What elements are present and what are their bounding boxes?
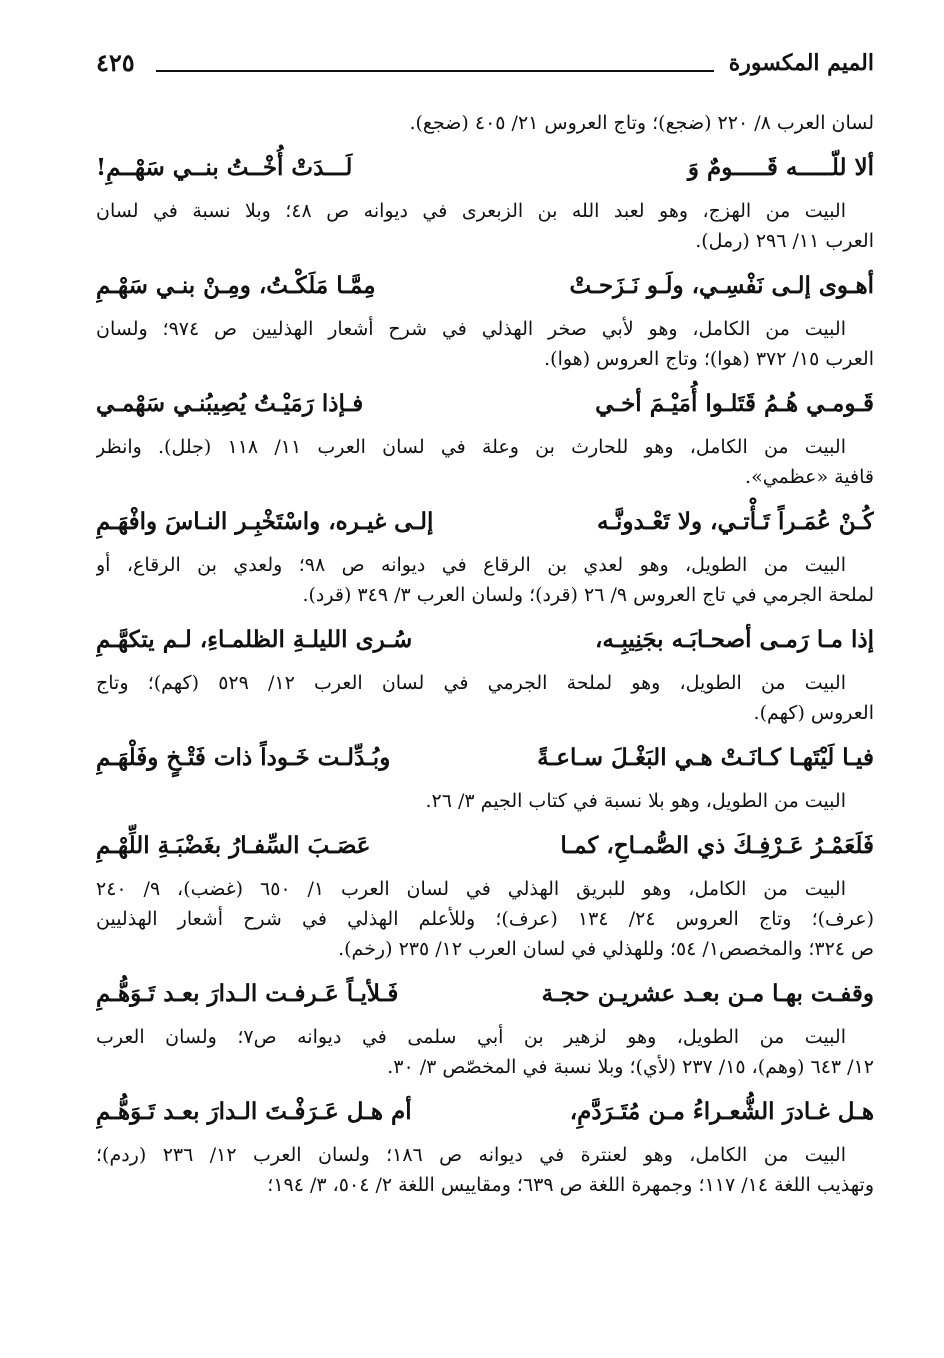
verse-first-hemistich: هـل غـادرَ الشُّعـراءُ مـن مُتَـرَدَّمِ، — [569, 1098, 874, 1125]
note-line: قافية «عظمي». — [745, 466, 874, 488]
citation-note — [96, 874, 874, 964]
poem-verse — [96, 260, 874, 312]
poem-verse — [96, 496, 874, 548]
note-line: ص ٣٢٤؛ والمخصص١/ ٥٤؛ وللهذلي في لسان العرب ١٢/ ٢٣٥ (رخم). — [338, 938, 874, 960]
poem-verse — [96, 142, 874, 194]
citation-note — [96, 786, 874, 816]
note-line: لملحة الجرمي في تاج العروس ٩/ ٢٦ (قرد)؛ ولسان العرب ٣/ ٣٤٩ (قرد). — [302, 584, 874, 606]
page-body — [96, 108, 874, 1200]
note-line: البيت من الطويل، وهو لزهير بن أبي سلمى في ديوانه ص٧؛ ولسان العرب — [96, 1026, 846, 1048]
running-title: الميم المكسورة — [728, 50, 874, 76]
note-line: وتهذيب اللغة ١٤/ ١١٧؛ وجمهرة اللغة ص ٦٣٩؛ ومقاييس اللغة ٢/ ٥٠٤، ٣/ ١٩٤؛ — [267, 1174, 874, 1196]
note-line: العرب ١٥/ ٣٧٢ (هوا)؛ وتاج العروس (هوا). — [544, 348, 874, 370]
citation-note — [96, 668, 874, 728]
verse-second-hemistich: سُـرى الليلـةِ الظلمـاءِ، لـم يتكهَّـمِ — [96, 626, 413, 653]
verse-first-hemistich: أهـوى إلـى نَفْسِـي، ولَـو نَـزَحـتْ — [569, 272, 874, 299]
verse-second-hemistich: إلـى غيـره، واسْتَخْبِـر النـاسَ وافْهَـمِ — [96, 508, 434, 535]
verse-first-hemistich: فيـا لَيْتَهـا كـانَـتْ هـي البَغْـلَ سـاعـةً — [537, 744, 874, 771]
citation-note — [96, 1022, 874, 1082]
note-line: البيت من الكامل، وهو للبريق الهذلي في لسان العرب ١/ ٦٥٠ (غضب)، ٩/ ٢٤٠ — [96, 878, 846, 900]
verse-second-hemistich: وبُـدِّلـت خَـوداً ذات فَتْـخٍ وفَلْهَـمِ — [96, 744, 391, 771]
citation-note — [96, 1140, 874, 1200]
note-line: البيت من الطويل، وهو بلا نسبة في كتاب الجيم ٣/ ٢٦. — [425, 790, 846, 812]
note-line: البيت من الكامل، وهو لعنترة في ديوانه ص ١٨٦؛ ولسان العرب ١٢/ ٢٣٦ (ردم)؛ — [96, 1144, 846, 1166]
poem-verse — [96, 614, 874, 666]
page-number: ٤٢٥ — [96, 48, 135, 77]
note-line: البيت من الكامل، وهو للحارث بن وعلة في لسان العرب ١١/ ١١٨ (جلل). وانظر — [96, 436, 846, 458]
verse-second-hemistich: عَصَـبَ السِّفـارُ بغَضْبَـةِ اللِّهْـمِ — [96, 832, 371, 859]
poem-verse — [96, 968, 874, 1020]
note-line: البيت من الطويل، وهو لعدي بن الرقاع في ديوانه ص ٩٨؛ ولعدي بن الرقاع، أو — [96, 554, 846, 576]
citation-note — [96, 314, 874, 374]
citation-note — [96, 432, 874, 492]
note-line: العروس (كهم). — [753, 702, 874, 724]
verse-second-hemistich: فـإذا رَمَيْـتُ يُصِيبُنـي سَهْمـي — [96, 390, 364, 417]
citation-note — [96, 550, 874, 610]
poem-verse — [96, 732, 874, 784]
note-line: (عرف)؛ وتاج العروس ٢٤/ ١٣٤ (عرف)؛ وللأعلم الهذلي في شرح أشعار الهذليين — [96, 908, 874, 930]
verse-first-hemistich: قَـومـي هُـمُ قَتَلـوا أُمَيْـمَ أخـي — [595, 390, 874, 417]
citation-note — [96, 196, 874, 256]
verse-second-hemistich: مِمَّـا مَلَكْـتُ، ومِـنْ بنـي سَهْـمِ — [96, 272, 376, 299]
page-header — [96, 48, 874, 88]
note-line: البيت من الهزج، وهو لعبد الله بن الزبعرى في ديوانه ص ٤٨؛ وبلا نسبة في لسان — [96, 200, 846, 222]
verse-second-hemistich: فَـلأيـاً عَـرفـت الـدارَ بعـد تَـوَهُّـمِ — [96, 980, 399, 1007]
note-line: ١٢/ ٦٤٣ (وهم)، ١٥/ ٢٣٧ (لأي)؛ وبلا نسبة في المخصّص ٣/ ٣٠. — [387, 1056, 874, 1078]
poem-verse — [96, 378, 874, 430]
verse-first-hemistich: كُـنْ عُمَـراً تَـأْتـي، ولا تَعْـدونَّـه — [596, 508, 874, 535]
note-line: البيت من الكامل، وهو لأبي صخر الهذلي في شرح أشعار الهذليين ص ٩٧٤؛ ولسان — [96, 318, 846, 340]
verse-first-hemistich: فَلَعَمْـرُ عَـرْفِـكَ ذي الصُّمـاحِ، كمـا — [560, 832, 874, 859]
verse-second-hemistich: أم هـل عَـرَفْـتَ الـدارَ بعـد تَـوَهُّـمِ — [96, 1098, 412, 1125]
verse-second-hemistich: لَـــدَتْ أُخْــتُ بنــي سَهْــمِ! — [96, 154, 353, 181]
verse-first-hemistich: ألا للّـــــه قَـــــومٌ وَ — [687, 154, 874, 181]
note-line: لسان العرب ٨/ ٢٢٠ (ضجع)؛ وتاج العروس ٢١/ ٤٠٥ (ضجع). — [409, 112, 874, 134]
poem-verse — [96, 820, 874, 872]
verse-first-hemistich: إذا مـا رَمـى أصحـابَـه بجَنِيبِـه، — [595, 626, 874, 653]
poem-verse — [96, 1086, 874, 1138]
note-line: البيت من الطويل، وهو لملحة الجرمي في لسان العرب ١٢/ ٥٢٩ (كهم)؛ وتاج — [96, 672, 846, 694]
verse-first-hemistich: وقفـت بهـا مـن بعـد عشريـن حجـة — [541, 980, 874, 1007]
citation-note — [96, 108, 874, 138]
header-rule — [156, 70, 714, 72]
note-line: العرب ١١/ ٢٩٦ (رمل). — [695, 230, 874, 252]
